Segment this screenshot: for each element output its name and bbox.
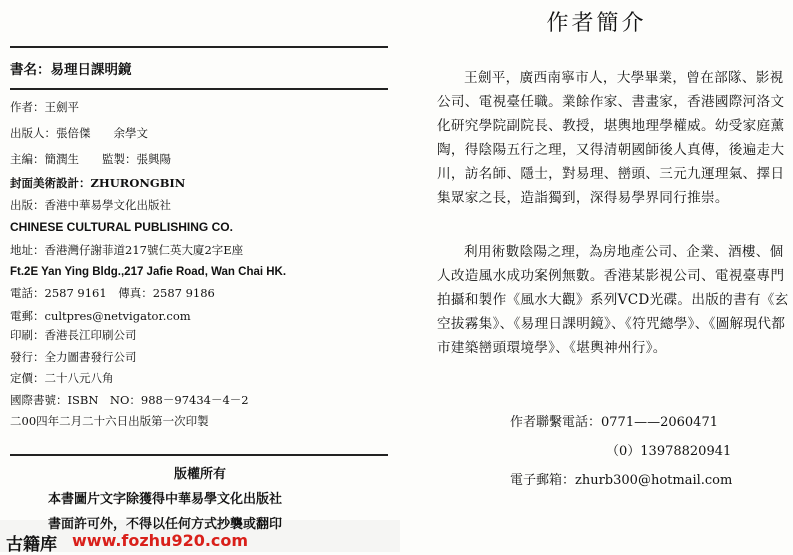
credit-editor: 主編：簡潤生 監製：張興陽 bbox=[10, 152, 171, 166]
bio-line: 拍攝和製作《風水大觀》系列VCD光碟。出版的書有《玄 bbox=[437, 292, 789, 308]
bio-paragraph-1 bbox=[437, 66, 791, 210]
copyright-line-1: 本書圖片文字除獲得中華易學文化出版社 bbox=[48, 492, 283, 507]
credit-isbn: 國際書號：ISBN NO：988－97434－4－2 bbox=[10, 393, 249, 407]
credit-press-english: CHINESE CULTURAL PUBLISHING CO. bbox=[10, 220, 233, 234]
bio-line: 公司、電視臺任職。業餘作家、書畫家，香港國際河洛文 bbox=[437, 94, 785, 110]
bio-line: 空拔霧集》、《易理日課明鏡》、《符咒總學》、《圖解現代都 bbox=[437, 316, 786, 332]
contact-mobile: （0）13978820941 bbox=[606, 444, 732, 459]
credit-printer: 印刷：香港長江印刷公司 bbox=[10, 328, 137, 342]
copyright-title: 版權所有 bbox=[173, 467, 226, 482]
credit-print-date: 二00四年二月二十六日出版第一次印製 bbox=[10, 414, 209, 428]
bio-paragraph-2 bbox=[437, 240, 791, 360]
contact-phone: 作者聯繫電話：0771——2060471 bbox=[510, 415, 718, 430]
credit-cover-design: 封面美術設計：ZHURONGBIN bbox=[10, 176, 186, 190]
credit-distributor: 發行：全力圖書發行公司 bbox=[10, 350, 137, 364]
rule-above-copyright bbox=[10, 454, 388, 456]
bio-line: 利用術數陰陽之理，為房地產公司、企業、酒樓、個 bbox=[464, 244, 784, 260]
credit-address-english: Ft.2E Yan Ying Bldg.,217 Jafie Road, Wan Chai HK. bbox=[10, 266, 287, 278]
rule-below-title bbox=[10, 88, 388, 90]
author-intro-page bbox=[400, 0, 793, 552]
credit-phone-fax: 電話：2587 9161 傳真：2587 9186 bbox=[10, 286, 215, 300]
credit-author: 作者：王劍平 bbox=[10, 100, 79, 114]
top-rule bbox=[10, 46, 388, 48]
watermark-url: www.fozhu920.com bbox=[72, 531, 249, 550]
bio-line: 川，訪名師、隱士，對易理、巒頭、三元九運理氣、擇日 bbox=[437, 166, 785, 182]
bio-line: 集眾家之長，造詣獨到，深得易學界同行推崇。 bbox=[437, 190, 729, 206]
bio-line: 市建築巒頭環境學》、《堪輿神州行》。 bbox=[437, 340, 667, 356]
credit-address: 地址：香港灣仔謝菲道217號仁英大廈2字E座 bbox=[10, 243, 244, 257]
bio-line: 王劍平，廣西南寧市人，大學畢業，曾在部隊、影視 bbox=[464, 70, 784, 86]
credit-publisher: 出版人：張倍傑 余學文 bbox=[10, 126, 148, 140]
contact-email: 電子郵箱：zhurb300@hotmail.com bbox=[510, 473, 733, 488]
credit-price: 定價：二十八元八角 bbox=[10, 371, 114, 385]
credit-email: 電郵：cultpres@netvigator.com bbox=[10, 309, 191, 323]
copyright-line-2: 書面許可外，不得以任何方式抄襲或翻印 bbox=[48, 517, 283, 532]
book-title: 書名：易理日課明鏡 bbox=[10, 62, 132, 78]
page-title: 作者簡介 bbox=[546, 11, 647, 36]
watermark-site-name: 古籍库 bbox=[6, 535, 57, 555]
bio-line: 陶，得陰陽五行之理，又得清朝國師後人真傳，後遍走大 bbox=[437, 142, 785, 158]
bio-line: 化研究學院副院長、教授，堪輿地理學權威。幼受家庭薰 bbox=[437, 118, 785, 134]
bio-line: 人改造風水成功案例無數。香港某影視公司、電視臺專門 bbox=[437, 268, 785, 284]
credit-press: 出版：香港中華易學文化出版社 bbox=[10, 198, 171, 212]
